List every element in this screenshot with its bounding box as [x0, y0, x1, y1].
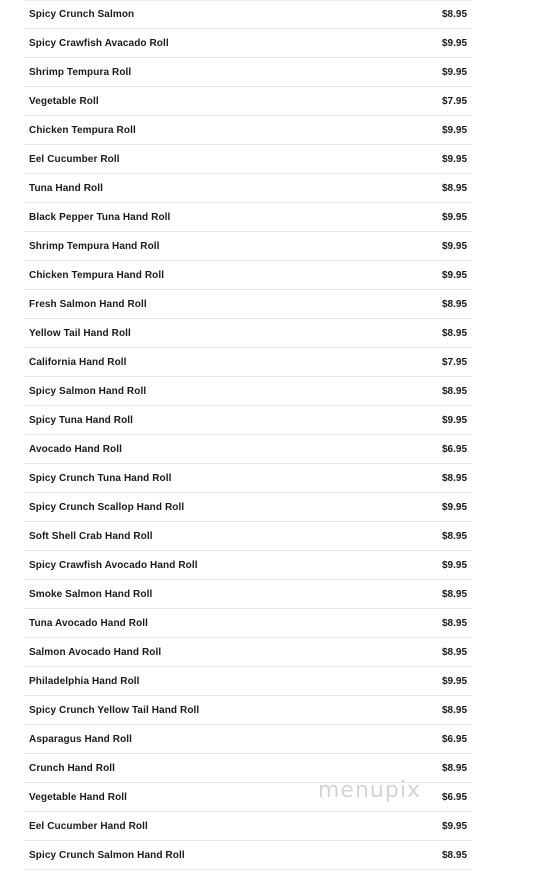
menu-item-name: Chicken Tempura Hand Roll	[29, 269, 165, 281]
menu-item-row	[24, 406, 472, 435]
menu-item-price: $8.95	[442, 298, 468, 310]
menu-item-price: $7.95	[442, 356, 468, 368]
menu-item-name: Tuna Avocado Hand Roll	[29, 617, 149, 629]
menu-item-row	[24, 609, 472, 638]
menu-item-row	[24, 696, 472, 725]
menu-item-row	[24, 348, 472, 377]
menu-item-price: $6.95	[442, 443, 468, 455]
menu-item-name: Vegetable Hand Roll	[29, 791, 128, 803]
menu-item-row	[24, 638, 472, 667]
menu-item-name: Yellow Tail Hand Roll	[29, 327, 131, 339]
menu-item-row	[24, 377, 472, 406]
menu-item-price: $9.95	[442, 501, 468, 513]
menu-item-row	[24, 203, 472, 232]
menu-item-price: $8.95	[442, 849, 468, 861]
menu-item-row	[24, 87, 472, 116]
menu-item-name: Soft Shell Crab Hand Roll	[29, 530, 153, 542]
menu-item-row	[24, 667, 472, 696]
menu-item-name: Salmon Avocado Hand Roll	[29, 646, 162, 658]
menu-item-name: Crunch Hand Roll	[29, 762, 116, 774]
menu-item-row	[24, 29, 472, 58]
menu-item-row	[24, 232, 472, 261]
menu-item-price: $8.95	[442, 530, 468, 542]
menu-item-name: Spicy Salmon Hand Roll	[29, 385, 147, 397]
menu-item-name: Smoke Salmon Hand Roll	[29, 588, 153, 600]
menu-item-price: $9.95	[442, 414, 468, 426]
menu-item-price: $8.95	[442, 762, 468, 774]
menu-item-price: $9.95	[442, 153, 468, 165]
menu-item-row	[24, 812, 472, 841]
menu-item-name: Chicken Tempura Roll	[29, 124, 136, 136]
menu-item-name: California Hand Roll	[29, 356, 127, 368]
menu-item-name: Spicy Crawfish Avocado Hand Roll	[29, 559, 198, 571]
menu-item-price: $8.95	[442, 9, 468, 20]
menu-item-price: $8.95	[442, 646, 468, 658]
menu-item-row	[24, 841, 472, 870]
menu-item-row	[24, 261, 472, 290]
menu-item-price: $8.95	[442, 182, 468, 194]
menu-item-row	[24, 319, 472, 348]
menu-item-name: Spicy Crunch Salmon Hand Roll	[29, 849, 185, 861]
menu-item-price: $8.95	[442, 472, 468, 484]
menu-item-name: Fresh Salmon Hand Roll	[29, 298, 147, 310]
menu-list	[24, 0, 472, 870]
menu-item-name: Eel Cucumber Hand Roll	[29, 820, 148, 832]
menu-item-price: $9.95	[442, 124, 468, 136]
menu-item-price: $8.95	[442, 327, 468, 339]
menu-item-row	[24, 725, 472, 754]
menu-item-price: $8.95	[442, 617, 468, 629]
menu-item-name: Asparagus Hand Roll	[29, 733, 133, 745]
menu-item-row	[24, 435, 472, 464]
menu-item-name: Tuna Hand Roll	[29, 182, 103, 194]
menu-item-row	[24, 58, 472, 87]
menu-item-price: $9.95	[442, 675, 468, 687]
menu-item-price: $8.95	[442, 704, 468, 716]
menu-item-row	[24, 580, 472, 609]
menu-item-name: Spicy Crunch Yellow Tail Hand Roll	[29, 704, 200, 716]
menu-item-name: Black Pepper Tuna Hand Roll	[29, 211, 171, 223]
menu-item-name: Eel Cucumber Roll	[29, 153, 120, 165]
menu-item-name: Avocado Hand Roll	[29, 443, 123, 455]
menu-item-price: $9.95	[442, 211, 468, 223]
menu-item-row	[24, 493, 472, 522]
menu-item-row	[24, 522, 472, 551]
menu-item-row	[24, 551, 472, 580]
menu-item-row	[24, 174, 472, 203]
menu-item-name: Spicy Crawfish Avacado Roll	[29, 37, 169, 49]
menu-item-name: Philadelphia Hand Roll	[29, 675, 140, 687]
menu-item-price: $8.95	[442, 385, 468, 397]
menu-item-name: Vegetable Roll	[29, 95, 99, 107]
menu-item-name: Spicy Crunch Scallop Hand Roll	[29, 501, 185, 513]
menu-item-row	[24, 0, 472, 29]
menu-item-name: Shrimp Tempura Roll	[29, 66, 132, 78]
menu-item-price: $9.95	[442, 66, 468, 78]
menu-item-row	[24, 290, 472, 319]
menu-item-price: $7.95	[442, 95, 468, 107]
menu-item-row	[24, 145, 472, 174]
menu-item-price: $6.95	[442, 791, 468, 803]
menu-item-row	[24, 464, 472, 493]
menu-item-price: $9.95	[442, 820, 468, 832]
menu-item-price: $6.95	[442, 733, 468, 745]
menu-item-price: $8.95	[442, 588, 468, 600]
menu-item-name: Shrimp Tempura Hand Roll	[29, 240, 160, 252]
menu-item-price: $9.95	[442, 37, 468, 49]
menupix-watermark: menupix	[318, 778, 421, 803]
menu-item-name: Spicy Crunch Tuna Hand Roll	[29, 472, 172, 484]
menu-item-name: Spicy Tuna Hand Roll	[29, 414, 134, 426]
menu-item-row	[24, 116, 472, 145]
menu-item-price: $9.95	[442, 559, 468, 571]
menu-item-name: Spicy Crunch Salmon	[29, 9, 135, 20]
menu-item-price: $9.95	[442, 240, 468, 252]
menu-item-price: $9.95	[442, 269, 468, 281]
